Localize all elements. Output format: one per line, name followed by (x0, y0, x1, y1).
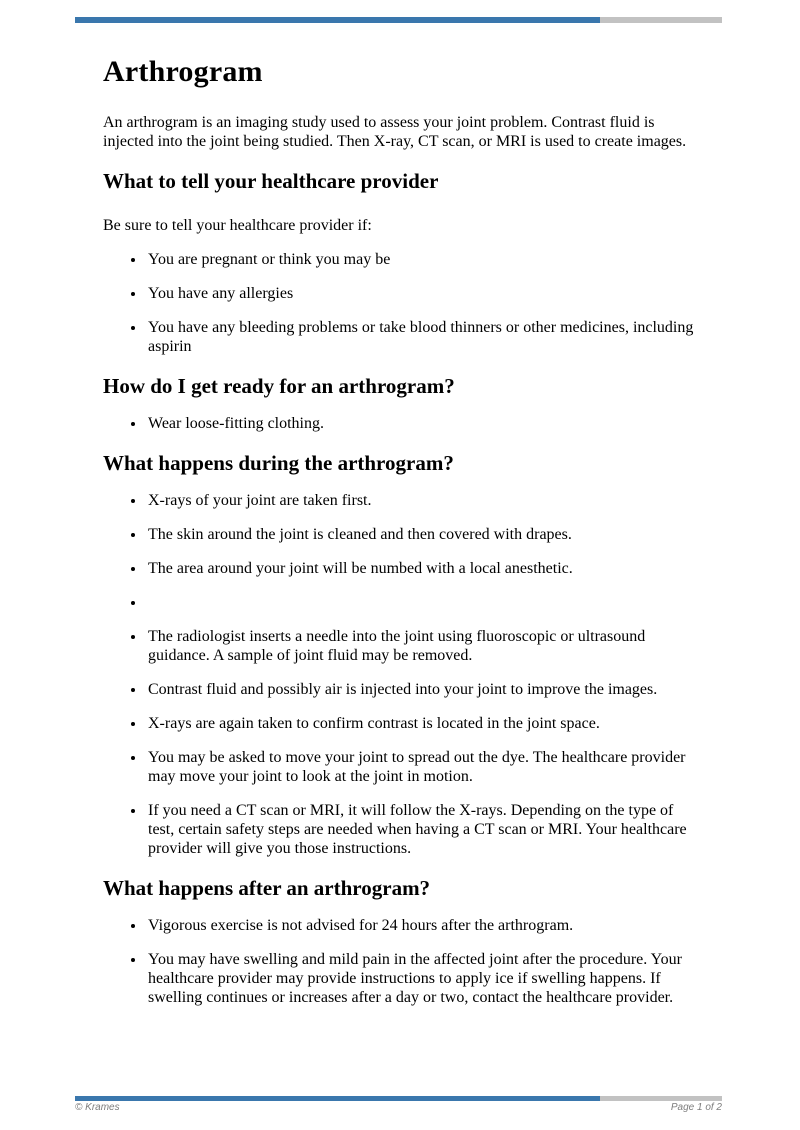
section-heading: What to tell your healthcare provider (103, 169, 439, 193)
section-heading: What happens during the arthrogram? (103, 451, 454, 475)
bullet-list (103, 491, 703, 858)
section-lead: Be sure to tell your healthcare provider if: (103, 217, 372, 234)
copyright-text: © Krames (75, 1102, 120, 1113)
bullet-item: • X-rays are again taken to confirm contrast is located in the joint space. (146, 714, 703, 733)
section-heading: How do I get ready for an arthrogram? (103, 374, 455, 398)
page-title: Arthrogram (103, 55, 263, 88)
bullet-item: • Wear loose-fitting clothing. (146, 414, 703, 433)
bullet-item: • You have any bleeding problems or take blood thinners or other medicines, including aspirin (146, 318, 703, 356)
bullet-item: • You have any allergies (146, 284, 703, 303)
page-footer (75, 1102, 722, 1113)
bullet-item: • You may be asked to move your joint to spread out the dye. The healthcare provider may move your joint to look at the joint in motion. (146, 748, 703, 786)
bullet-item: • X-rays of your joint are taken first. (146, 491, 703, 510)
page-indicator: Page 1 of 2 (670, 1102, 722, 1113)
bullet-item: • The area around your joint will be numbed with a local anesthetic. (146, 559, 703, 578)
footer-rule (75, 1096, 722, 1101)
bullet-list (103, 250, 703, 356)
bullet-item: • If you need a CT scan or MRI, it will follow the X-rays. Depending on the type of test, certain safety steps are needed when having a CT scan or MRI. Your healthcare provider will give you those instructions. (146, 801, 703, 858)
footer-rule-blue-segment (75, 1096, 600, 1101)
bullet-item: • Vigorous exercise is not advised for 24 hours after the arthrogram. (146, 916, 703, 935)
footer-rule-gray-segment (600, 1096, 722, 1101)
section-heading: What happens after an arthrogram? (103, 876, 431, 900)
bullet-item (146, 593, 703, 612)
bullet-item: • The skin around the joint is cleaned and then covered with drapes. (146, 525, 703, 544)
bullet-list (103, 916, 703, 1007)
bullet-item: • You are pregnant or think you may be (146, 250, 703, 269)
bullet-item: • The radiologist inserts a needle into the joint using fluoroscopic or ultrasound guidance. A sample of joint fluid may be removed. (146, 627, 703, 665)
bullet-item: • You may have swelling and mild pain in the affected joint after the procedure. Your healthcare provider may provide instructions to apply ice if swelling happens. If swelling continues or increases after a day or two, contact the healthcare provider. (146, 950, 703, 1007)
sections-container (103, 169, 703, 1007)
bullet-item: • Contrast fluid and possibly air is injected into your joint to improve the images. (146, 680, 703, 699)
intro-paragraph: An arthrogram is an imaging study used to assess your joint problem. Contrast fluid is injected into the joint being studied. Then X-ray, CT scan, or MRI is used to create images. (103, 114, 687, 150)
document-content (103, 0, 703, 1007)
bullet-list (103, 414, 703, 433)
